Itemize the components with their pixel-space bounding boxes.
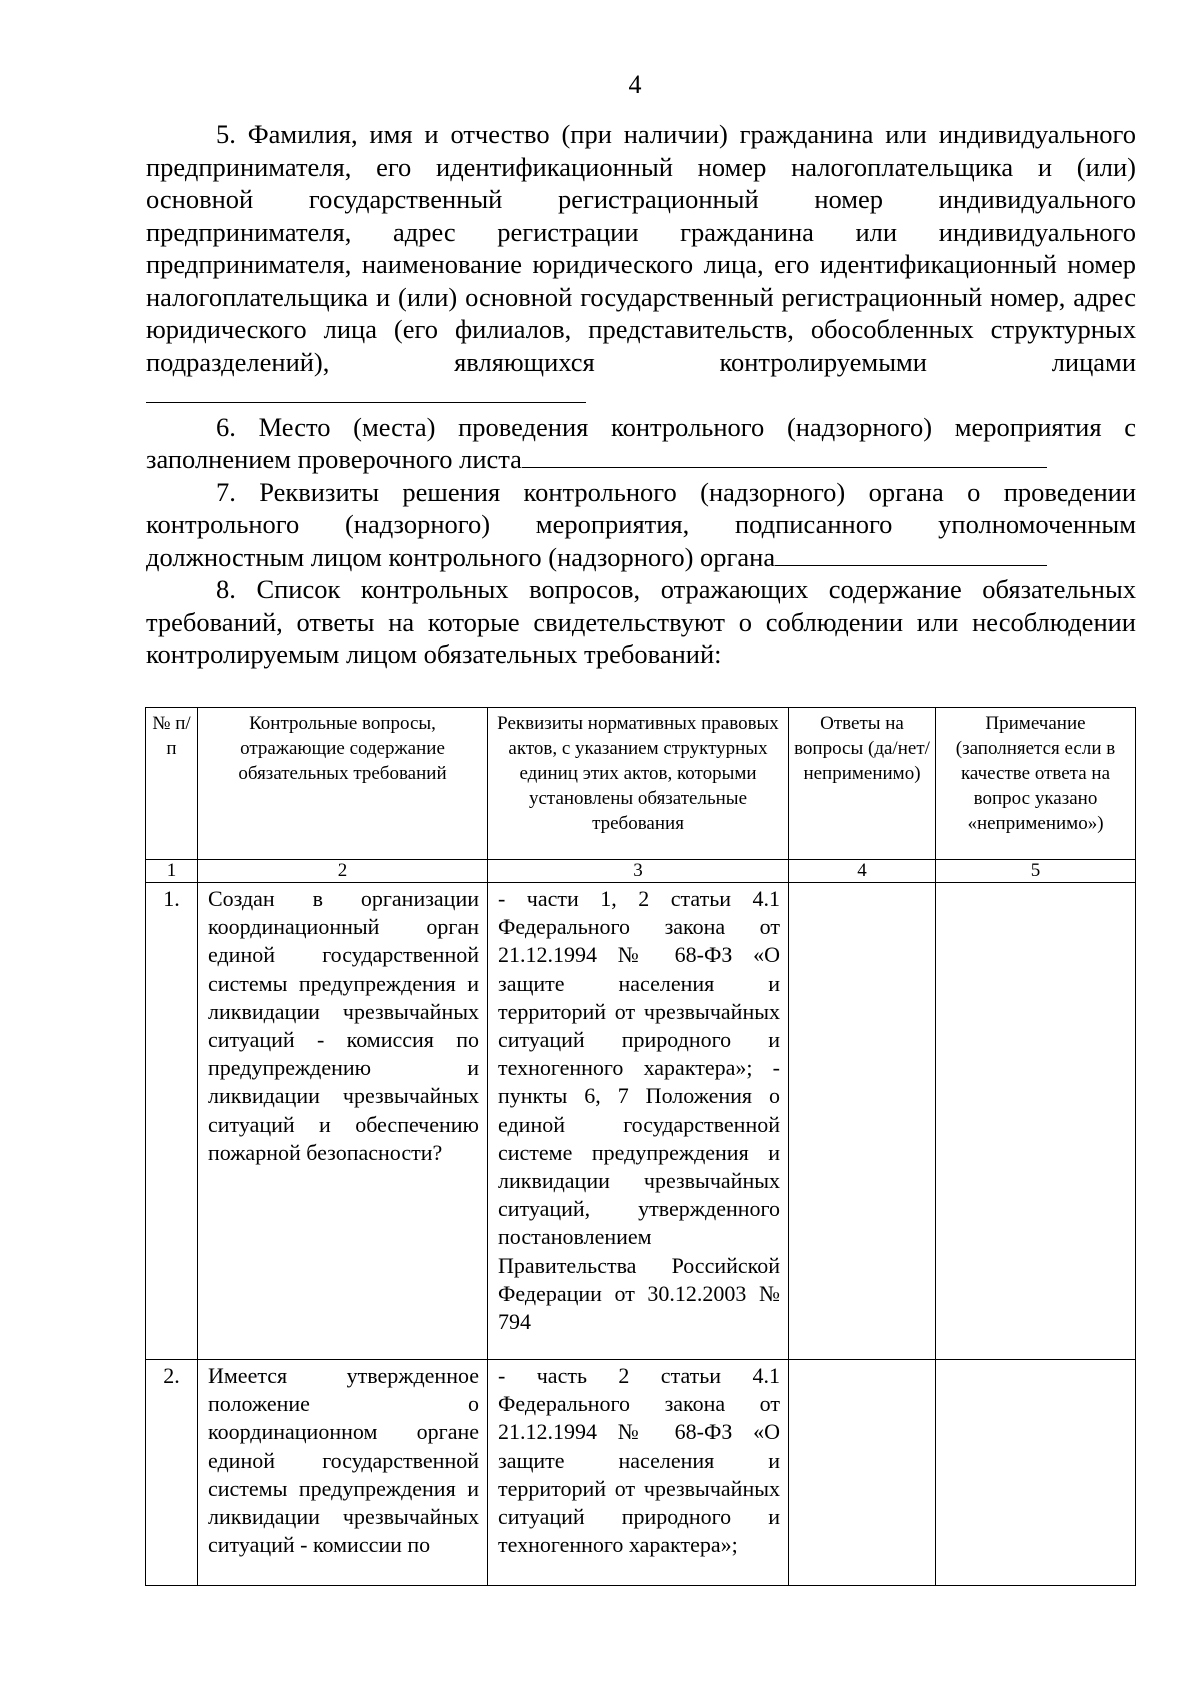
paragraph-8: 8. Список контрольных вопросов, отражающих содержание обязательных требований, ответы на которые свидетельствуют о соблюдении или несоблюдении контролируемым лицом обязательных требований: — [146, 574, 1136, 669]
column-number: 1 — [146, 860, 198, 883]
row-question: Имеется утвержденное положение о координационном органе единой государственной системы предупреждения и ликвидации чрезвычайных ситуаций - комиссии по — [198, 1360, 488, 1586]
header-answers: Ответы на вопросы (да/нет/ неприменимо) — [789, 708, 936, 860]
page-number: 4 — [628, 70, 642, 99]
column-number: 4 — [789, 860, 936, 883]
row-note-cell[interactable] — [936, 1360, 1136, 1586]
row-answer-cell[interactable] — [789, 883, 936, 1360]
paragraph-6 — [146, 411, 1136, 476]
paragraph-5 — [146, 118, 1136, 411]
row-note-cell[interactable] — [936, 883, 1136, 1360]
fill-line-5[interactable] — [146, 378, 586, 403]
column-number-row — [146, 860, 1136, 883]
paragraph-5-text: 5. Фамилия, имя и отчество (при наличии) гражданина или индивидуального предпринимателя, его идентификационный номер налогоплательщика и (или) основной государственный регистрационный номер индивидуального предпринимателя, адрес регистрации гражданина или индивидуального предпринимателя, наименование юридического лица, его идентификационный номер налогоплательщика и (или) основной государственный регистрационный номер, адрес юридического лица (его филиалов, представительств, обособленных структурных подразделений), являющихся контролируемыми лицами — [146, 119, 1136, 377]
table-header-row — [146, 708, 1136, 860]
column-number: 5 — [936, 860, 1136, 883]
paragraph-6-text: 6. Место (места) проведения контрольного (надзорного) мероприятия с заполнением проверочного листа — [146, 411, 1136, 474]
table-row — [146, 883, 1136, 1360]
document-body — [146, 118, 1136, 671]
fill-line-7[interactable] — [775, 541, 1047, 566]
header-questions: Контрольные вопросы, отражающие содержание обязательных требований — [198, 708, 488, 860]
paragraph-7 — [146, 476, 1136, 574]
header-requisites: Реквизиты нормативных правовых актов, с указанием структурных единиц этих актов, которыми установлены обязательные требования — [488, 708, 789, 860]
header-note: Примечание (заполняется если в качестве ответа на вопрос указано «неприменимо») — [936, 708, 1136, 860]
row-number: 2. — [146, 1360, 198, 1586]
checklist-table — [145, 707, 1136, 1586]
row-requisites: - часть 2 статьи 4.1 Федерального закона от 21.12.1994 № 68-ФЗ «О защите населения и территорий от чрезвычайных ситуаций природного и техногенного характера»; — [488, 1360, 789, 1586]
paragraph-7-text: 7. Реквизиты решения контрольного (надзорного) органа о проведении контрольного (надзорного) мероприятия, подписанного уполномоченным должностным лицом контрольного (надзорного) органа — [146, 476, 1136, 572]
column-number: 3 — [488, 860, 789, 883]
row-question: Создан в организации координационный орган единой государственной системы предупреждения и ликвидации чрезвычайных ситуаций - комиссия по предупреждению и ликвидации чрезвычайных ситуаций и обеспечению пожарной безопасности? — [198, 883, 488, 1360]
row-number: 1. — [146, 883, 198, 1360]
header-number: № п/п — [146, 708, 198, 860]
fill-line-6[interactable] — [522, 443, 1047, 468]
row-requisites: - части 1, 2 статьи 4.1 Федерального закона от 21.12.1994 № 68-ФЗ «О защите населения и территорий от чрезвычайных ситуаций природного и техногенного характера»; - пункты 6, 7 Положения о единой государственной системе предупреждения и ликвидации чрезвычайных ситуаций, утвержденного постановлением Правительства Российской Федерации от 30.12.2003 № 794 — [488, 883, 789, 1360]
table-row — [146, 1360, 1136, 1586]
column-number: 2 — [198, 860, 488, 883]
row-answer-cell[interactable] — [789, 1360, 936, 1586]
